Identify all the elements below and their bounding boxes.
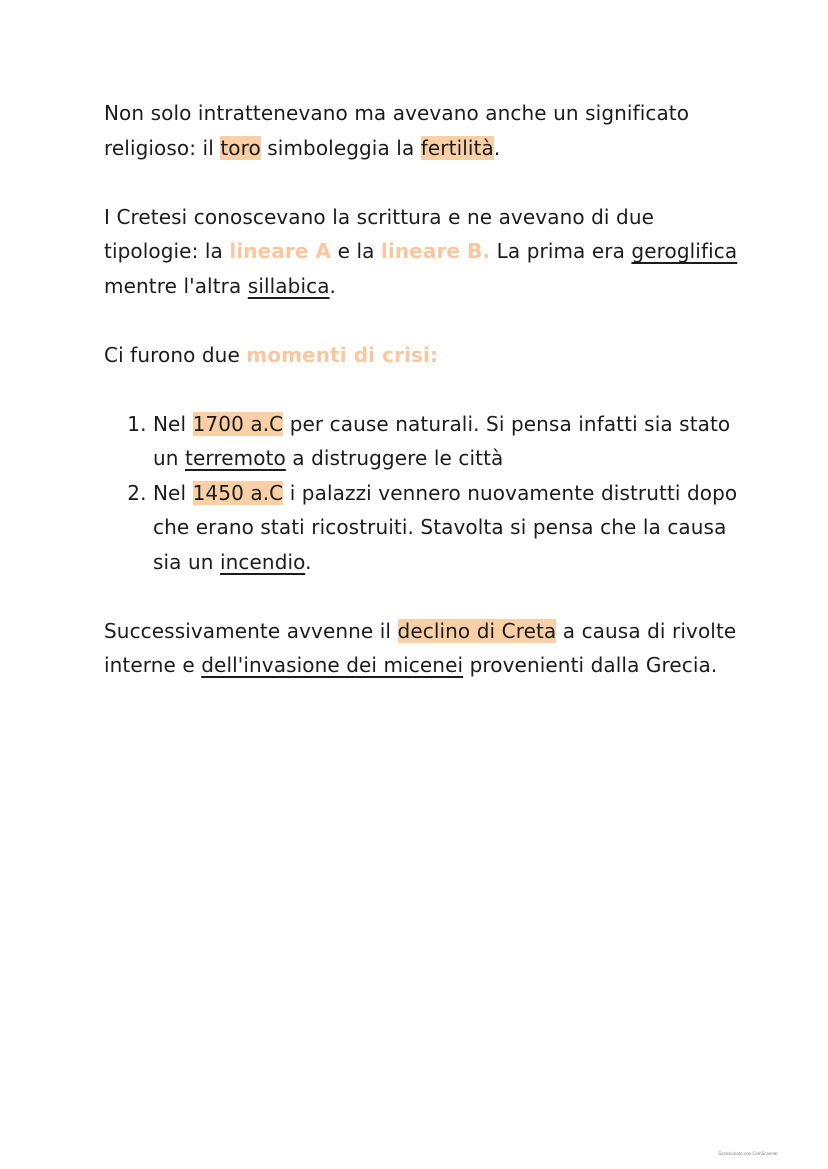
emphasis-lineare-b: lineare B.	[380, 239, 491, 263]
document-page	[104, 96, 744, 717]
list-item: 2. Nel 1450 a.C i palazzi vennero nuovamente distrutti dopo che erano stati ricostruiti. Stavolta si pensa che la causa sia un incendio.	[153, 476, 744, 580]
underline-geroglifica: geroglifica	[631, 239, 738, 263]
crisis-list	[104, 407, 744, 580]
emphasis-momenti-di-crisi: momenti di crisi:	[246, 342, 439, 367]
list-item: 1. Nel 1700 a.C per cause naturali. Si pensa infatti sia stato un terremoto a distruggere le città	[153, 407, 744, 476]
highlight-declino-di-creta: declino di Creta	[397, 618, 557, 643]
highlight-1700: 1700 a.C	[192, 411, 284, 436]
underline-terremoto: terremoto	[185, 446, 286, 470]
paragraph-crisis-intro: Ci furono due momenti di crisi:	[104, 342, 439, 367]
paragraph-decline: Successivamente avvenne il declino di Creta a causa di rivolte interne e dell'invasione dei micenei provenienti dalla Grecia.	[104, 618, 737, 677]
underline-incendio: incendio	[220, 549, 306, 574]
paragraph-religious-meaning: Non solo intrattenevano ma avevano anche un significato religioso: il toro simboleggia la fertilità.	[104, 101, 690, 160]
highlight-fertilita: fertilità	[420, 135, 494, 160]
scanner-footer: Scansionato con CamScanner	[718, 1151, 778, 1156]
highlight-1450: 1450 a.C	[192, 480, 284, 505]
underline-sillabica: sillabica	[247, 273, 330, 298]
underline-invasione-micenei: dell'invasione dei micenei	[201, 653, 464, 677]
paragraph-writing: I Cretesi conoscevano la scrittura e ne avevano di due tipologie: la lineare A e la lineare B. La prima era geroglifica mentre l'altra sillabica.	[104, 204, 738, 298]
highlight-toro: toro	[220, 135, 261, 160]
emphasis-lineare-a: lineare A	[229, 239, 332, 263]
